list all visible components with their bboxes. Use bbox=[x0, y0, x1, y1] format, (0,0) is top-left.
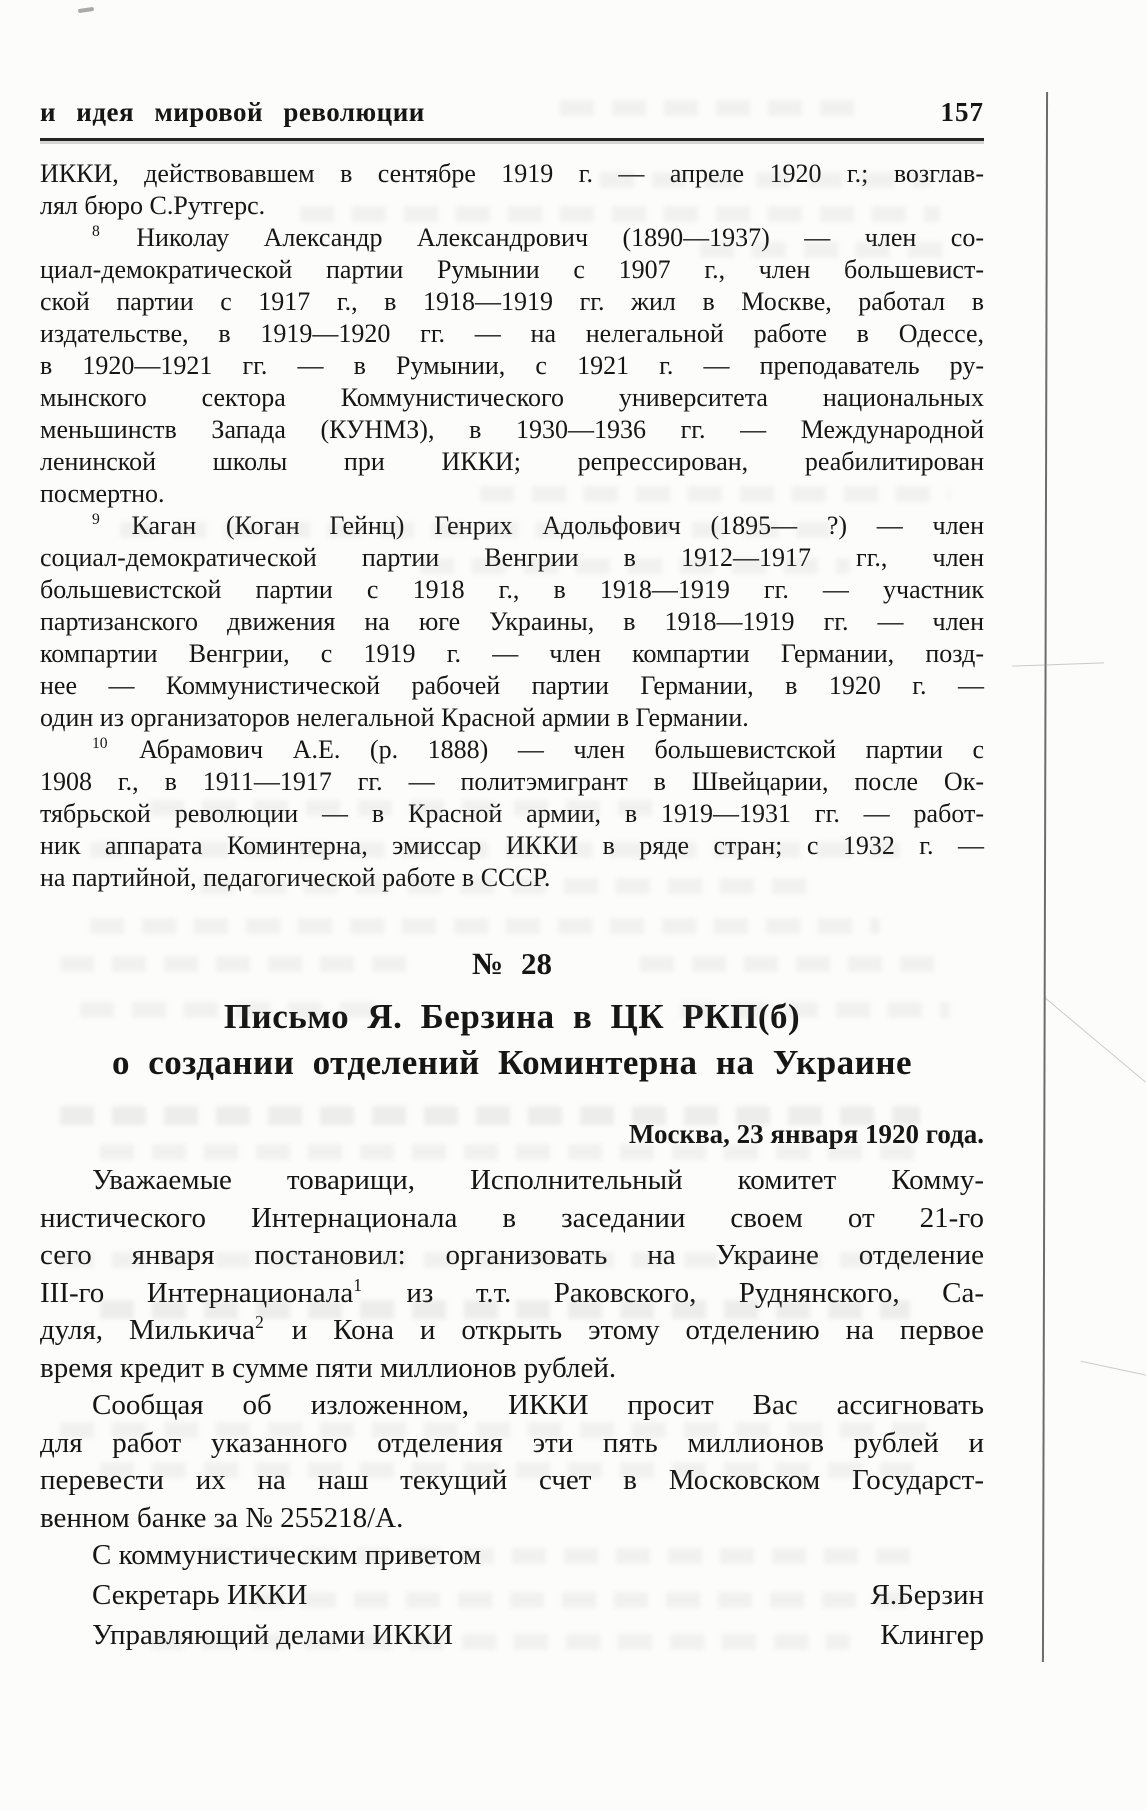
text-line: компартии Венгрии, с 1919 г. — член компартии Германии, позд- bbox=[40, 639, 984, 668]
signature-name: Я.Берзин bbox=[870, 1578, 984, 1611]
text-line: $^8$ Николау Александр Александрович (1890—1937) — член со- bbox=[92, 223, 984, 252]
signature-row-manager bbox=[40, 1615, 984, 1655]
scratch-mark bbox=[1012, 662, 1104, 666]
footnote-8-paragraph bbox=[40, 222, 984, 510]
content-column bbox=[40, 158, 984, 1655]
carryover-paragraph bbox=[40, 158, 984, 222]
text-line: на партийной, педагогической работе в СССР. bbox=[40, 863, 551, 892]
dateline: Москва, 23 января 1920 года. bbox=[628, 1119, 984, 1149]
footnote-9-paragraph bbox=[40, 510, 984, 734]
footnote-10-paragraph bbox=[40, 734, 984, 894]
text-line: нее — Коммунистической рабочей партии Германии, в 1920 г. — bbox=[40, 671, 984, 700]
doc-title bbox=[40, 994, 984, 1086]
signature-role: Секретарь ИККИ bbox=[92, 1578, 308, 1611]
text-line: для работ указанного отделения эти пять миллионов рублей и bbox=[40, 1426, 984, 1459]
text-line: в 1920—1921 гг. — в Румынии, с 1921 г. — преподаватель ру- bbox=[40, 351, 984, 380]
corner-mark bbox=[78, 7, 94, 13]
page-header bbox=[40, 96, 984, 128]
signature-row-secretary bbox=[40, 1575, 984, 1615]
text-line: один из организаторов нелегальной Красной армии в Германии. bbox=[40, 703, 749, 732]
text-line: дуля, Милькича$^2$ и Кона и открыть этому отделению на первое bbox=[40, 1312, 985, 1346]
text-line: тябрьской революции — в Красной армии, в 1919—1931 гг. — работ- bbox=[40, 799, 984, 828]
text-line: венном банке за № 255218/А. bbox=[40, 1501, 404, 1534]
page-edge-line bbox=[1042, 92, 1048, 1662]
text-line: ИККИ, действовавшем в сентябре 1919 г. — апреле 1920 г.; возглав- bbox=[40, 159, 984, 188]
text-line: III-го Интернационала$^1$ из т.т. Раковского, Руднянского, Са- bbox=[40, 1274, 984, 1309]
text-line: меньшинств Запада (КУНМЗ), в 1930—1936 гг. — Международной bbox=[40, 415, 984, 444]
scratch-mark bbox=[1045, 998, 1145, 1082]
text-line: ник аппарата Коминтерна, эмиссар ИККИ в ряде стран; с 1932 г. — bbox=[40, 831, 984, 860]
text-line: $^9$ Каган (Коган Гейнц) Генрих Адольфович (1895— ?) — член bbox=[92, 511, 984, 540]
running-title: и идея мировой революции bbox=[40, 97, 425, 127]
signature-role: Управляющий делами ИККИ bbox=[92, 1618, 453, 1651]
signature-name: Клингер bbox=[880, 1618, 984, 1651]
letter-paragraph-1 bbox=[40, 1162, 984, 1387]
text-line: большевистской партии с 1918 г., в 1918—1919 гг. — участник bbox=[40, 575, 984, 604]
text-line: время кредит в сумме пяти миллионов рублей. bbox=[40, 1351, 617, 1384]
text-line: нистического Интернационала в заседании своем от 21-го bbox=[40, 1201, 984, 1234]
text-line: лял бюро С.Рутгерс. bbox=[40, 191, 266, 220]
closing-line: С коммунистическим приветом bbox=[92, 1539, 482, 1571]
page-number: 157 bbox=[940, 97, 984, 127]
doc-title-line: о создании отделений Коминтерна на Украине bbox=[111, 1043, 913, 1082]
text-line: издательстве, в 1919—1920 гг. — на нелегальной работе в Одессе, bbox=[40, 319, 984, 348]
text-line: Уважаемые товарищи, Исполнительный комитет Комму- bbox=[92, 1164, 984, 1196]
text-line: сего января постановил: организовать на Украине отделение bbox=[40, 1239, 984, 1271]
text-line: 1908 г., в 1911—1917 гг. — политэмигрант в Швейцарии, после Ок- bbox=[40, 767, 984, 796]
doc-number-heading: № 28 bbox=[472, 946, 552, 981]
text-line: мынского сектора Коммунистического университета национальных bbox=[40, 383, 984, 412]
header-rule bbox=[40, 138, 984, 141]
text-line: посмертно. bbox=[40, 479, 165, 508]
letter-paragraph-2 bbox=[40, 1387, 984, 1537]
text-line: партизанского движения на юге Украины, в 1918—1919 гг. — член bbox=[40, 607, 984, 636]
text-line: перевести их на наш текущий счет в Московском Государст- bbox=[40, 1464, 984, 1496]
text-line: циал-демократической партии Румынии с 1907 г., член большевист- bbox=[40, 255, 984, 284]
text-line: $^{10}$ Абрамович А.Е. (р. 1888) — член большевистской партии с bbox=[92, 735, 984, 764]
text-line: ской партии с 1917 г., в 1918—1919 гг. жил в Москве, работал в bbox=[40, 287, 984, 316]
text-line: ленинской школы при ИККИ; репрессирован, реабилитирован bbox=[40, 447, 984, 476]
text-line: Сообщая об изложенном, ИККИ просит Вас ассигновать bbox=[92, 1389, 984, 1421]
doc-title-line: Письмо Я. Берзина в ЦК РКП(б) bbox=[223, 997, 801, 1036]
scratch-mark bbox=[1081, 1361, 1146, 1377]
text-line: социал-демократической партии Венгрии в 1912—1917 гг., член bbox=[40, 543, 984, 572]
